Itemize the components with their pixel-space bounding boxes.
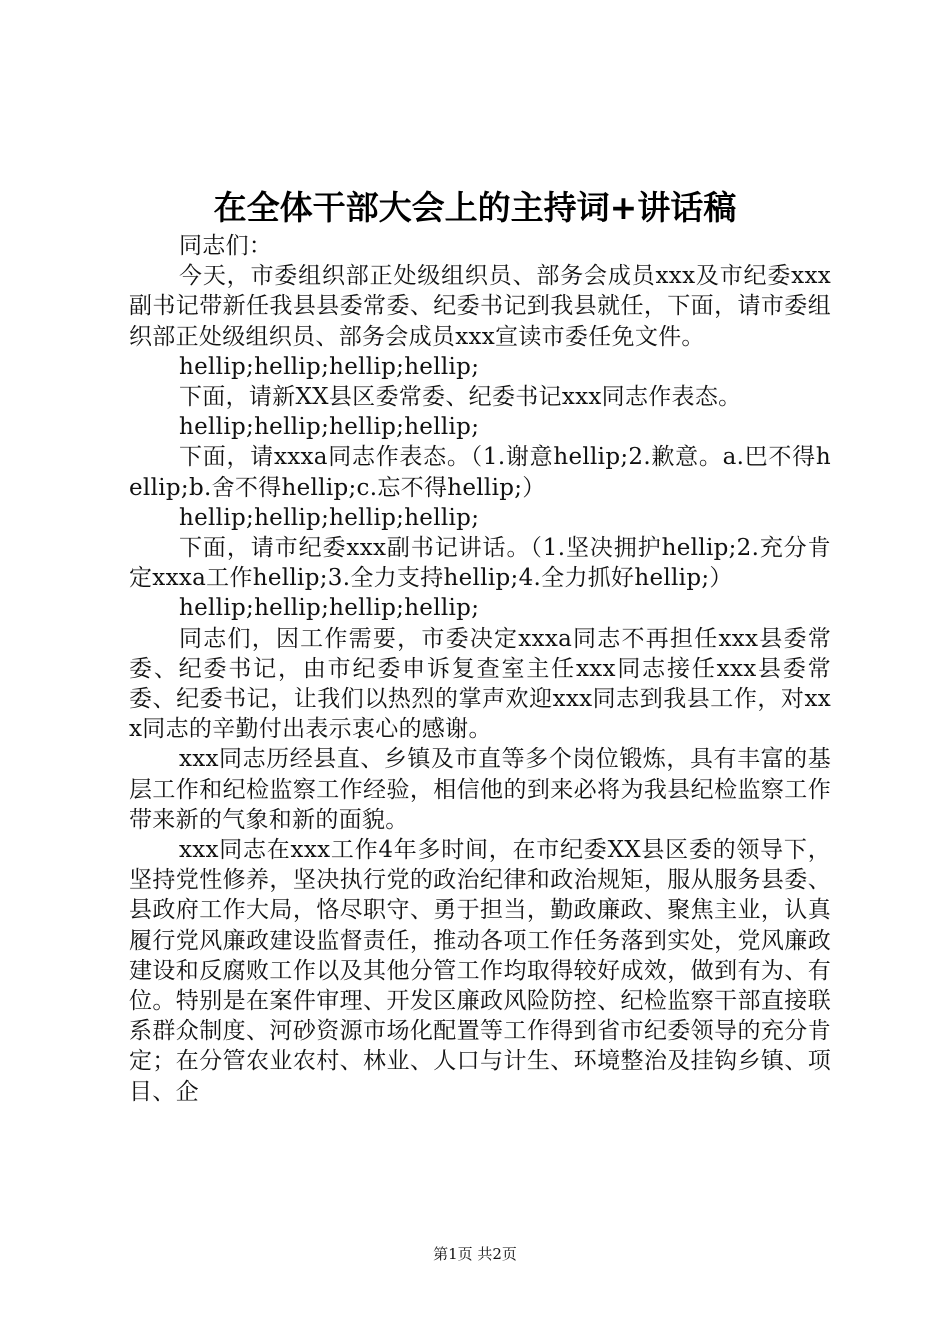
page-footer [0,1244,950,1264]
paragraph-experience: xxx同志历经县直、乡镇及市直等多个岗位锻炼，具有丰富的基层工作和纪检监察工作经验，相信他的到来必将为我县纪检监察工作带来新的气象和新的面貌。 [129,746,831,833]
paragraph-greeting: 同志们： [179,233,273,259]
paragraph-ellipsis: hellip;hellip;hellip;hellip; [179,353,480,380]
paragraph-statement-request: 下面，请新XX县区委常委、纪委书记xxx同志作表态。 [179,384,742,411]
paragraph-speech-request: 下面，请市纪委xxx副书记讲话。（1.坚决拥护hellip;2.充分肯定xxxa工作hellip;3.全力支持hellip;4.全力抓好hellip;） [129,535,831,592]
paragraph-ellipsis: hellip;hellip;hellip;hellip; [179,414,480,441]
document-title: 在全体干部大会上的主持词+讲话稿 [213,188,737,227]
paragraph-appointment: 同志们，因工作需要，市委决定xxxa同志不再担任xxx县委常委、纪委书记，由市纪委申诉复查室主任xxx同志接任xxx县委常委、纪委书记，让我们以热烈的掌声欢迎xxx同志到我县工作，对xxx同志的辛勤付出表示衷心的感谢。 [129,625,831,743]
paragraph-ellipsis: hellip;hellip;hellip;hellip; [179,504,480,531]
page-number-total: 共2页 [477,1245,517,1263]
page-number-current: 第1页 [433,1245,473,1263]
paragraph-achievements: xxx同志在xxx工作4年多时间，在市纪委XX县区委的领导下，坚持党性修养，坚决执行党的政治纪律和政治规矩，服从服务县委、县政府工作大局，恪尽职守、勇于担当，勤政廉政、聚焦主业，认真履行党风廉政建设监督责任，推动各项工作任务落到实处，党风廉政建设和反腐败工作以及其他分管工作均取得较好成效，做到有为、有位。特别是在案件审理、开发区廉政风险防控、纪检监察干部直接联系群众制度、河砂资源市场化配置等工作得到省市纪委领导的充分肯定；在分管农业农村、林业、人口与计生、环境整治及挂钩乡镇、项目、企 [129,837,831,1105]
document-body [129,231,831,1107]
paragraph-statement-xxxa: 下面，请xxxa同志作表态。（1.谢意hellip;2.歉意。a.巴不得hellip;b.舍不得hellip;c.忘不得hellip;） [129,444,831,501]
paragraph-ellipsis: hellip;hellip;hellip;hellip; [179,595,480,622]
paragraph-opening: 今天，市委组织部正处级组织员、部务会成员xxx及市纪委xxx副书记带新任我县县委常委、纪委书记到我县就任，下面，请市委组织部正处级组织员、部务会成员xxx宣读市委任免文件。 [129,263,831,350]
